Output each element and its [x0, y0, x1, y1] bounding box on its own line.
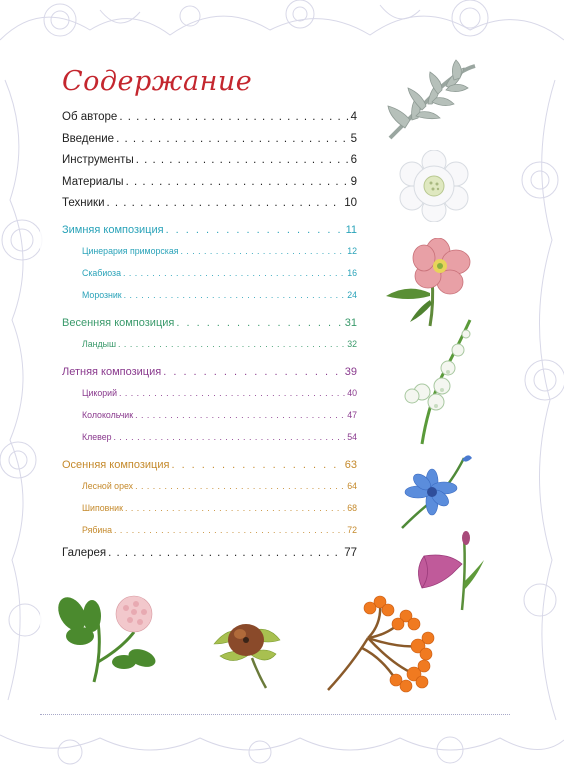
toc-label: Материалы — [62, 175, 124, 188]
toc-page: 31 — [344, 316, 357, 329]
toc-label: Инструменты — [62, 154, 134, 166]
toc-page: 16 — [347, 267, 357, 278]
toc-section-summer[interactable] — [62, 366, 357, 388]
toc-section-label: Осенняя композиция — [62, 458, 170, 471]
toc-label: Морозник — [82, 289, 122, 300]
toc-label: Введение — [62, 132, 115, 145]
toc-section-label: Зимняя композиция — [62, 223, 164, 236]
toc-label: Колокольчик — [82, 409, 134, 420]
toc-page: 9 — [350, 175, 357, 188]
toc-entry-techniques[interactable] — [62, 197, 357, 219]
chicory-flower-image — [396, 452, 476, 532]
toc-label: Клевер — [82, 431, 112, 442]
page-title: Содержание — [62, 66, 253, 97]
toc-page: 12 — [347, 245, 357, 256]
toc-subentry[interactable] — [62, 432, 357, 454]
toc-page: 10 — [344, 197, 357, 209]
toc-page: 11 — [345, 223, 357, 236]
toc-label: Шиповник — [82, 502, 123, 513]
toc-page: 68 — [347, 502, 357, 513]
toc-subentry[interactable] — [62, 268, 357, 290]
dusty-miller-leaf-image — [380, 58, 480, 148]
toc-subentry[interactable] — [62, 246, 357, 268]
toc-subentry[interactable] — [62, 525, 357, 547]
rowan-berries-image — [322, 594, 438, 694]
toc-page: 63 — [344, 458, 357, 471]
toc-section-label: Летняя композиция — [62, 365, 162, 378]
toc-page: 6 — [350, 154, 357, 166]
toc-label: Об авторе — [62, 111, 118, 123]
toc-subentry[interactable] — [62, 290, 357, 312]
toc-subentry[interactable] — [62, 339, 357, 361]
toc-label: Техники — [62, 197, 105, 209]
toc-page: 54 — [347, 431, 357, 442]
toc-page: 24 — [347, 289, 357, 300]
toc-section-spring[interactable] — [62, 317, 357, 339]
toc-label: Цинерария приморская — [82, 245, 179, 256]
toc-entry-about-author[interactable] — [62, 111, 357, 133]
toc-subentry[interactable] — [62, 388, 357, 410]
toc-label: Ландыш — [82, 338, 117, 349]
toc-subentry[interactable] — [62, 503, 357, 525]
toc-section-autumn[interactable] — [62, 459, 357, 481]
toc-page: 32 — [347, 338, 357, 349]
scabiosa-flower-image — [398, 150, 470, 222]
toc-page: 64 — [347, 480, 357, 491]
toc-page: 77 — [344, 546, 357, 559]
toc-subentry[interactable] — [62, 410, 357, 432]
toc-entry-gallery[interactable] — [62, 547, 357, 569]
toc-entry-tools[interactable] — [62, 154, 357, 176]
toc-section-label: Весенняя композиция — [62, 316, 175, 329]
toc-label: Цикорий — [82, 387, 117, 398]
toc-page: 72 — [347, 524, 357, 535]
toc-section-winter[interactable] — [62, 224, 357, 246]
toc-label: Лесной орех — [82, 480, 134, 491]
toc-page: 4 — [350, 111, 357, 123]
toc-page: 39 — [344, 365, 357, 378]
toc-entry-materials[interactable] — [62, 176, 357, 198]
clover-image — [50, 592, 162, 688]
toc-label: Скабиоза — [82, 267, 121, 278]
lily-of-the-valley-image — [400, 316, 480, 446]
hazelnut-image — [210, 604, 282, 690]
table-of-contents — [62, 111, 357, 568]
hellebore-flower-image — [380, 238, 480, 328]
toc-subentry[interactable] — [62, 481, 357, 503]
toc-page: 47 — [347, 409, 357, 420]
toc-label: Рябина — [82, 524, 113, 535]
toc-label: Галерея — [62, 546, 107, 559]
toc-page: 5 — [350, 132, 357, 145]
toc-entry-introduction[interactable] — [62, 133, 357, 155]
toc-page: 40 — [347, 387, 357, 398]
bottom-divider — [40, 714, 510, 715]
